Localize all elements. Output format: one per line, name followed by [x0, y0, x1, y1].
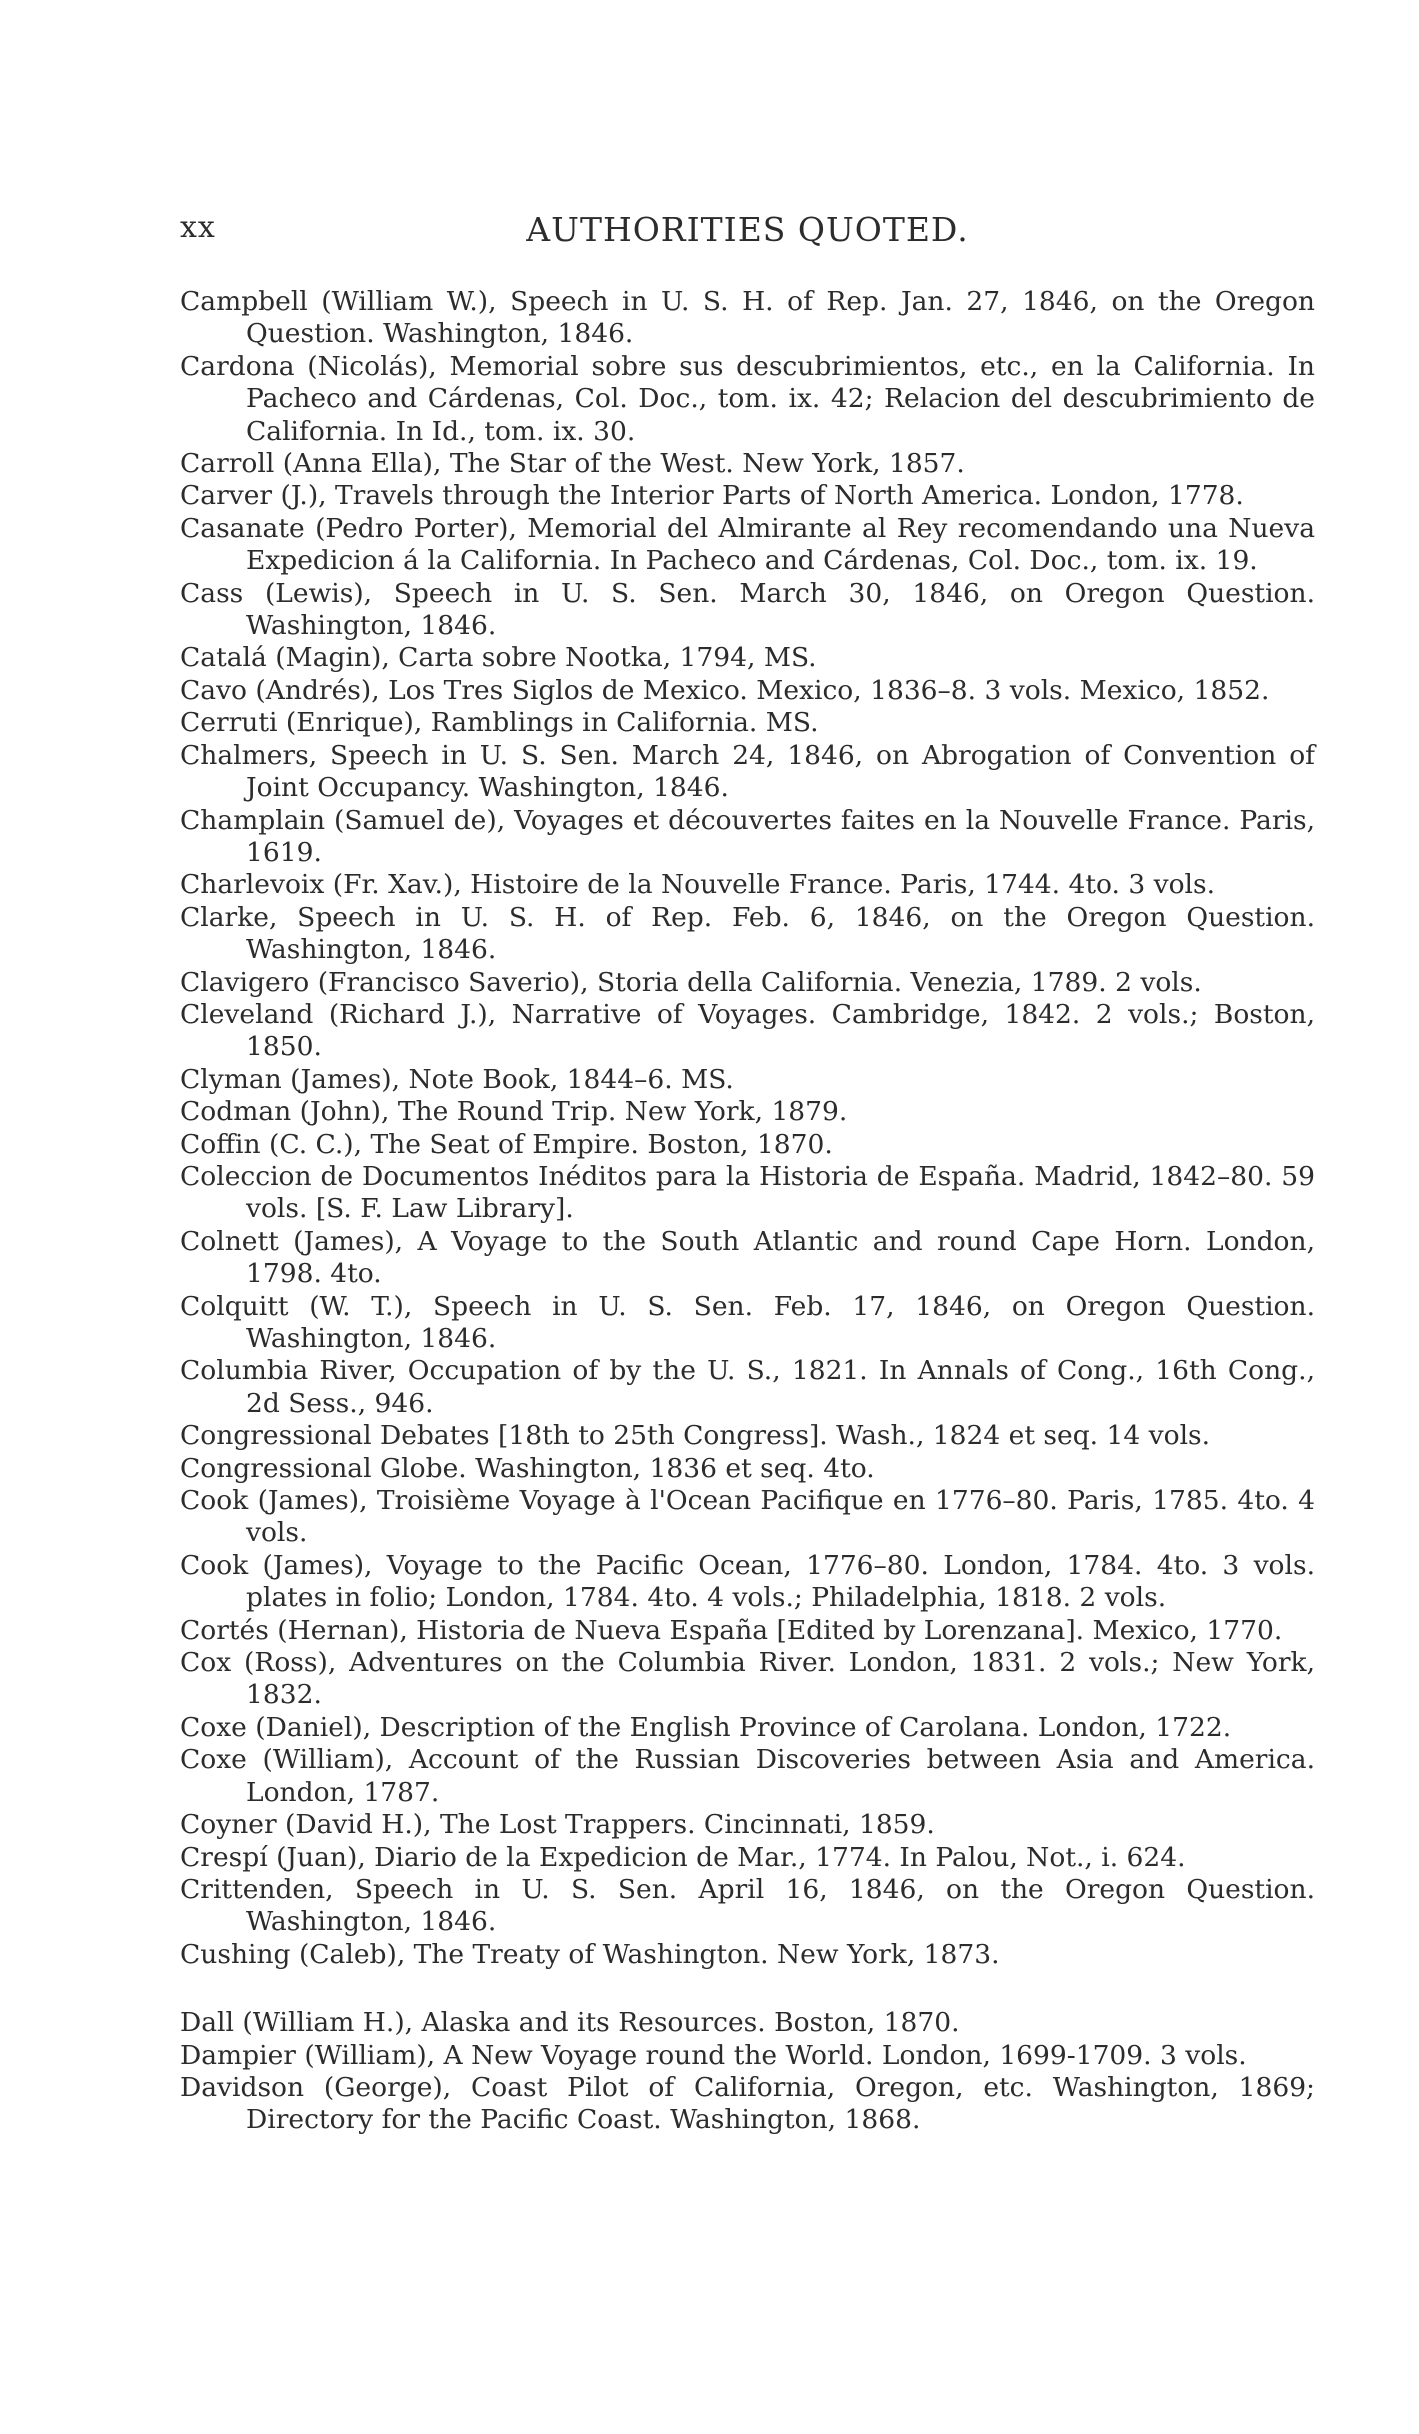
bibliography-entry: Colnett (James), A Voyage to the South Atlantic and round Cape Horn. London, 1798. 4to. — [180, 1225, 1315, 1290]
bibliography-entry: Congressional Globe. Washington, 1836 et seq. 4to. — [180, 1452, 875, 1484]
bibliography-entry: Cass (Lewis), Speech in U. S. Sen. March 30, 1846, on Oregon Question. Washington, 1846. — [180, 577, 1315, 642]
bibliography-entry: Carver (J.), Travels through the Interior Parts of North America. London, 1778. — [180, 480, 1244, 512]
bibliography-entry: Champlain (Samuel de), Voyages et découvertes faites en la Nouvelle France. Paris, 1619. — [180, 804, 1315, 868]
bibliography-entry: Codman (John), The Round Trip. New York, 1879. — [180, 1096, 848, 1128]
bibliography-entry: Charlevoix (Fr. Xav.), Histoire de la Nouvelle France. Paris, 1744. 4to. 3 vols. — [180, 869, 1216, 901]
bibliography-section-c — [180, 286, 1315, 1971]
page-header — [180, 210, 1315, 260]
bibliography-entry: Cavo (Andrés), Los Tres Siglos de Mexico. Mexico, 1836–8. 3 vols. Mexico, 1852. — [180, 674, 1270, 706]
bibliography-entry: Columbia River, Occupation of by the U. S., 1821. In Annals of Cong., 16th Cong., 2d Sess., 946. — [180, 1355, 1315, 1419]
bibliography-entry: Cook (James), Voyage to the Pacific Ocean, 1776–80. London, 1784. 4to. 3 vols. plates in folio; London, 1784. 4to. 4 vols.; Philadelphia, 1818. 2 vols. — [180, 1549, 1315, 1614]
bibliography-entry: Cortés (Hernan), Historia de Nueva España [Edited by Lorenzana]. Mexico, 1770. — [180, 1614, 1283, 1646]
bibliography-entry: Coxe (William), Account of the Russian Discoveries between Asia and America. London, 1787. — [180, 1744, 1315, 1808]
bibliography-entry: Carroll (Anna Ella), The Star of the West. New York, 1857. — [180, 448, 965, 480]
bibliography-entry: Clyman (James), Note Book, 1844–6. MS. — [180, 1063, 734, 1095]
bibliography-entry: Dampier (William), A New Voyage round the World. London, 1699-1709. 3 vols. — [180, 2039, 1247, 2071]
bibliography-entry: Coxe (Daniel), Description of the English Province of Carolana. London, 1722. — [180, 1711, 1232, 1743]
bibliography-entry: Cox (Ross), Adventures on the Columbia River. London, 1831. 2 vols.; New York, 1832. — [180, 1647, 1315, 1711]
bibliography-entry: Cardona (Nicolás), Memorial sobre sus descubrimientos, etc., en la California. In Pacheco and Cárdenas, Col. Doc., tom. ix. 42; Relacion del descubrimiento de California. In Id., tom. ix. 30. — [180, 350, 1315, 447]
bibliography-entry: Clavigero (Francisco Saverio), Storia della California. Venezia, 1789. 2 vols. — [180, 966, 1202, 998]
running-title: AUTHORITIES QUOTED. — [526, 210, 969, 249]
page-number: xx — [180, 210, 216, 245]
bibliography-section-d — [180, 2007, 1315, 2137]
bibliography-entry: Crespí (Juan), Diario de la Expedicion de Mar., 1774. In Palou, Not., i. 624. — [180, 1841, 1186, 1873]
bibliography-entry: Coffin (C. C.), The Seat of Empire. Boston, 1870. — [180, 1128, 833, 1160]
bibliography-entry: Campbell (William W.), Speech in U. S. H. of Rep. Jan. 27, 1846, on the Oregon Question. Washington, 1846. — [180, 286, 1315, 350]
bibliography-list — [180, 286, 1315, 2137]
bibliography-entry: Cook (James), Troisième Voyage à l'Ocean Pacifique en 1776–80. Paris, 1785. 4to. 4 vols. — [180, 1485, 1315, 1549]
bibliography-entry: Coyner (David H.), The Lost Trappers. Cincinnati, 1859. — [180, 1809, 935, 1841]
bibliography-entry: Casanate (Pedro Porter), Memorial del Almirante al Rey recomendando una Nueva Expedicion á la California. In Pacheco and Cárdenas, Col. Doc., tom. ix. 19. — [180, 512, 1315, 577]
section-divider — [180, 1971, 1315, 2007]
bibliography-entry: Cushing (Caleb), The Treaty of Washington. New York, 1873. — [180, 1938, 1000, 1970]
bibliography-entry: Coleccion de Documentos Inéditos para la Historia de España. Madrid, 1842–80. 59 vols. [S. F. Law Library]. — [180, 1160, 1315, 1225]
bibliography-entry: Cerruti (Enrique), Ramblings in California. MS. — [180, 707, 819, 739]
bibliography-entry: Catalá (Magin), Carta sobre Nootka, 1794, MS. — [180, 642, 817, 674]
bibliography-entry: Clarke, Speech in U. S. H. of Rep. Feb. 6, 1846, on the Oregon Question. Washington, 1846. — [180, 901, 1315, 966]
bibliography-entry: Crittenden, Speech in U. S. Sen. April 16, 1846, on the Oregon Question. Washington, 1846. — [180, 1873, 1315, 1938]
bibliography-entry: Colquitt (W. T.), Speech in U. S. Sen. Feb. 17, 1846, on Oregon Question. Washington, 1846. — [180, 1290, 1315, 1354]
bibliography-entry: Dall (William H.), Alaska and its Resources. Boston, 1870. — [180, 2007, 960, 2039]
bibliography-entry: Congressional Debates [18th to 25th Congress]. Wash., 1824 et seq. 14 vols. — [180, 1420, 1211, 1452]
bibliography-entry: Chalmers, Speech in U. S. Sen. March 24, 1846, on Abrogation of Convention of Joint Occupancy. Washington, 1846. — [180, 739, 1315, 804]
bibliography-entry: Davidson (George), Coast Pilot of California, Oregon, etc. Washington, 1869; Directory for the Pacific Coast. Washington, 1868. — [180, 2071, 1315, 2136]
bibliography-entry: Cleveland (Richard J.), Narrative of Voyages. Cambridge, 1842. 2 vols.; Boston, 1850. — [180, 998, 1315, 1063]
